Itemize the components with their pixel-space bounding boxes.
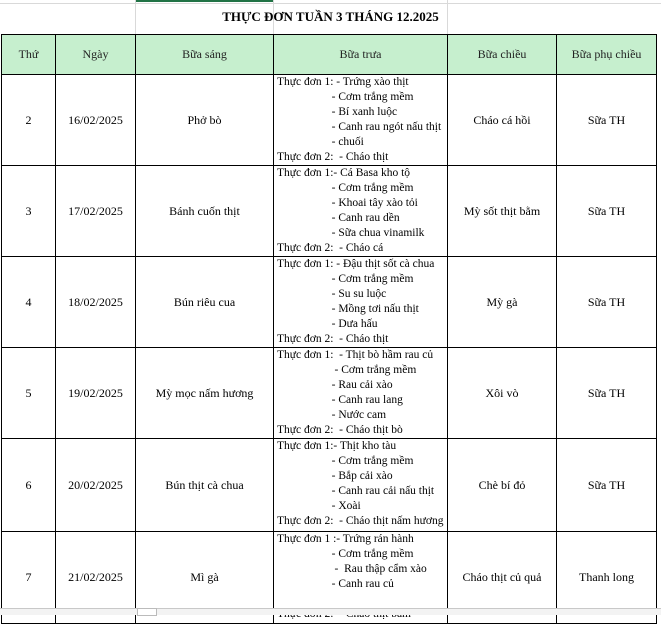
cell-afternoon[interactable]: Xôi vò (448, 348, 557, 439)
cell-snack[interactable]: Sữa TH (557, 257, 657, 348)
lunch-line: Thực đơn 1:- Cá Basa kho tộ (277, 167, 411, 179)
lunch-line: Thực đơn 1: - Thịt bò hầm rau củ (277, 349, 434, 361)
table-row (2, 75, 657, 166)
lunch-line: - Nước cam (277, 409, 387, 421)
lunch-line: Thực đơn 2: - Cháo thịt (277, 333, 389, 345)
lunch-line: - Khoai tây xào tỏi (277, 197, 418, 209)
lunch-line: - Cơm trắng mềm (277, 548, 414, 560)
lunch-line: - Canh rau ngót nấu thịt (277, 121, 442, 133)
lunch-line: - Mồng tơi nấu thịt (277, 303, 419, 315)
cell-breakfast[interactable]: Bún riêu cua (136, 257, 274, 348)
lunch-line: - Bắp cải xào (277, 470, 393, 482)
cell-breakfast[interactable]: Phở bò (136, 75, 274, 166)
cell-date[interactable]: 18/02/2025 (56, 257, 136, 348)
table-row (2, 439, 657, 532)
lunch-line: - Cơm trắng mềm (277, 91, 414, 103)
lunch-line: - Dưa hấu (277, 318, 378, 330)
lunch-line: - Cơm trắng mềm (277, 455, 414, 467)
cell-lunch[interactable] (274, 166, 448, 257)
lunch-line: - Sữa chua vinamilk (277, 227, 425, 239)
cell-date[interactable]: 17/02/2025 (56, 166, 136, 257)
cell-breakfast[interactable]: Mỳ mọc nấm hương (136, 348, 274, 439)
lunch-line: - Su su luộc (277, 288, 387, 300)
cell-snack[interactable]: Sữa TH (557, 166, 657, 257)
header-date[interactable]: Ngày (56, 35, 136, 75)
cell-date[interactable]: 16/02/2025 (56, 75, 136, 166)
cell-breakfast[interactable]: Bánh cuốn thịt (136, 166, 274, 257)
cell-breakfast[interactable]: Bún thịt cà chua (136, 439, 274, 532)
lunch-line: - Cơm trắng mềm (277, 273, 414, 285)
lunch-line: Thực đơn 2: - Cháo thịt nấm hương (277, 515, 444, 527)
cell-snack[interactable]: Sữa TH (557, 348, 657, 439)
sheet-tab[interactable] (137, 608, 157, 616)
lunch-line: - Rau thập cẩm xào (277, 563, 427, 575)
cell-breakfast[interactable]: Mì gà (136, 532, 274, 624)
cell-lunch[interactable] (274, 257, 448, 348)
cell-day[interactable]: 3 (2, 166, 56, 257)
lunch-line: Thực đơn 2: - Cháo thịt bò (277, 424, 403, 436)
header-day[interactable]: Thứ (2, 35, 56, 75)
lunch-line: Thực đơn 2: - Cháo thịt (277, 151, 389, 163)
cell-snack[interactable]: Sữa TH (557, 439, 657, 532)
lunch-line: - Rau cải xào (277, 379, 393, 391)
cell-snack[interactable]: Thanh long (557, 532, 657, 624)
cell-afternoon[interactable]: Cháo thịt củ quả (448, 532, 557, 624)
lunch-line: - Cơm trắng mềm (277, 364, 417, 376)
lunch-line: - Canh rau dền (277, 212, 400, 224)
cell-day[interactable]: 2 (2, 75, 56, 166)
cell-lunch[interactable] (274, 439, 448, 532)
lunch-line: - chuối (277, 136, 364, 148)
cell-afternoon[interactable]: Mỳ gà (448, 257, 557, 348)
cell-date[interactable]: 19/02/2025 (56, 348, 136, 439)
selected-cell-indicator (135, 0, 273, 2)
cell-snack[interactable]: Sữa TH (557, 75, 657, 166)
header-breakfast[interactable]: Bữa sáng (136, 35, 274, 75)
lunch-line: Thực đơn 1 :- Trứng rán hành (277, 533, 414, 545)
cell-day[interactable]: 5 (2, 348, 56, 439)
cell-day[interactable]: 7 (2, 532, 56, 624)
cell-afternoon[interactable]: Mỳ sốt thịt bằm (448, 166, 557, 257)
menu-table (1, 34, 657, 624)
lunch-line: Thực đơn 1: - Trứng xào thịt (277, 76, 409, 88)
cell-afternoon[interactable]: Chè bí đỏ (448, 439, 557, 532)
cell-day[interactable]: 4 (2, 257, 56, 348)
lunch-line: - Xoài (277, 500, 361, 512)
lunch-line: Thực đơn 1:- Thịt kho tàu (277, 440, 397, 452)
lunch-line: - Canh rau lang (277, 394, 403, 406)
table-row (2, 166, 657, 257)
header-afternoon[interactable]: Bữa chiều (448, 35, 557, 75)
cell-lunch[interactable] (274, 75, 448, 166)
menu-title[interactable]: THỰC ĐƠN TUẦN 3 THÁNG 12.2025 (222, 9, 439, 24)
table-row (2, 257, 657, 348)
lunch-line: - Bí xanh luộc (277, 106, 398, 118)
lunch-line: Thực đơn 1: - Đậu thịt sốt cà chua (277, 258, 435, 270)
lunch-line: Thực đơn 2: - Cháo cá (277, 242, 384, 254)
lunch-line (277, 592, 447, 607)
cell-day[interactable]: 6 (2, 439, 56, 532)
header-snack[interactable]: Bữa phụ chiều (557, 35, 657, 75)
cell-date[interactable]: 20/02/2025 (56, 439, 136, 532)
lunch-line: - Cơm trắng mềm (277, 182, 414, 194)
cell-lunch[interactable] (274, 348, 448, 439)
lunch-line: - Canh rau củ (277, 578, 394, 590)
cell-afternoon[interactable]: Cháo cá hồi (448, 75, 557, 166)
lunch-line: - Canh rau cải nấu thịt (277, 485, 435, 497)
header-row (2, 35, 657, 75)
cell-date[interactable]: 21/02/2025 (56, 532, 136, 624)
table-row (2, 348, 657, 439)
header-lunch[interactable]: Bữa trưa (274, 35, 448, 75)
